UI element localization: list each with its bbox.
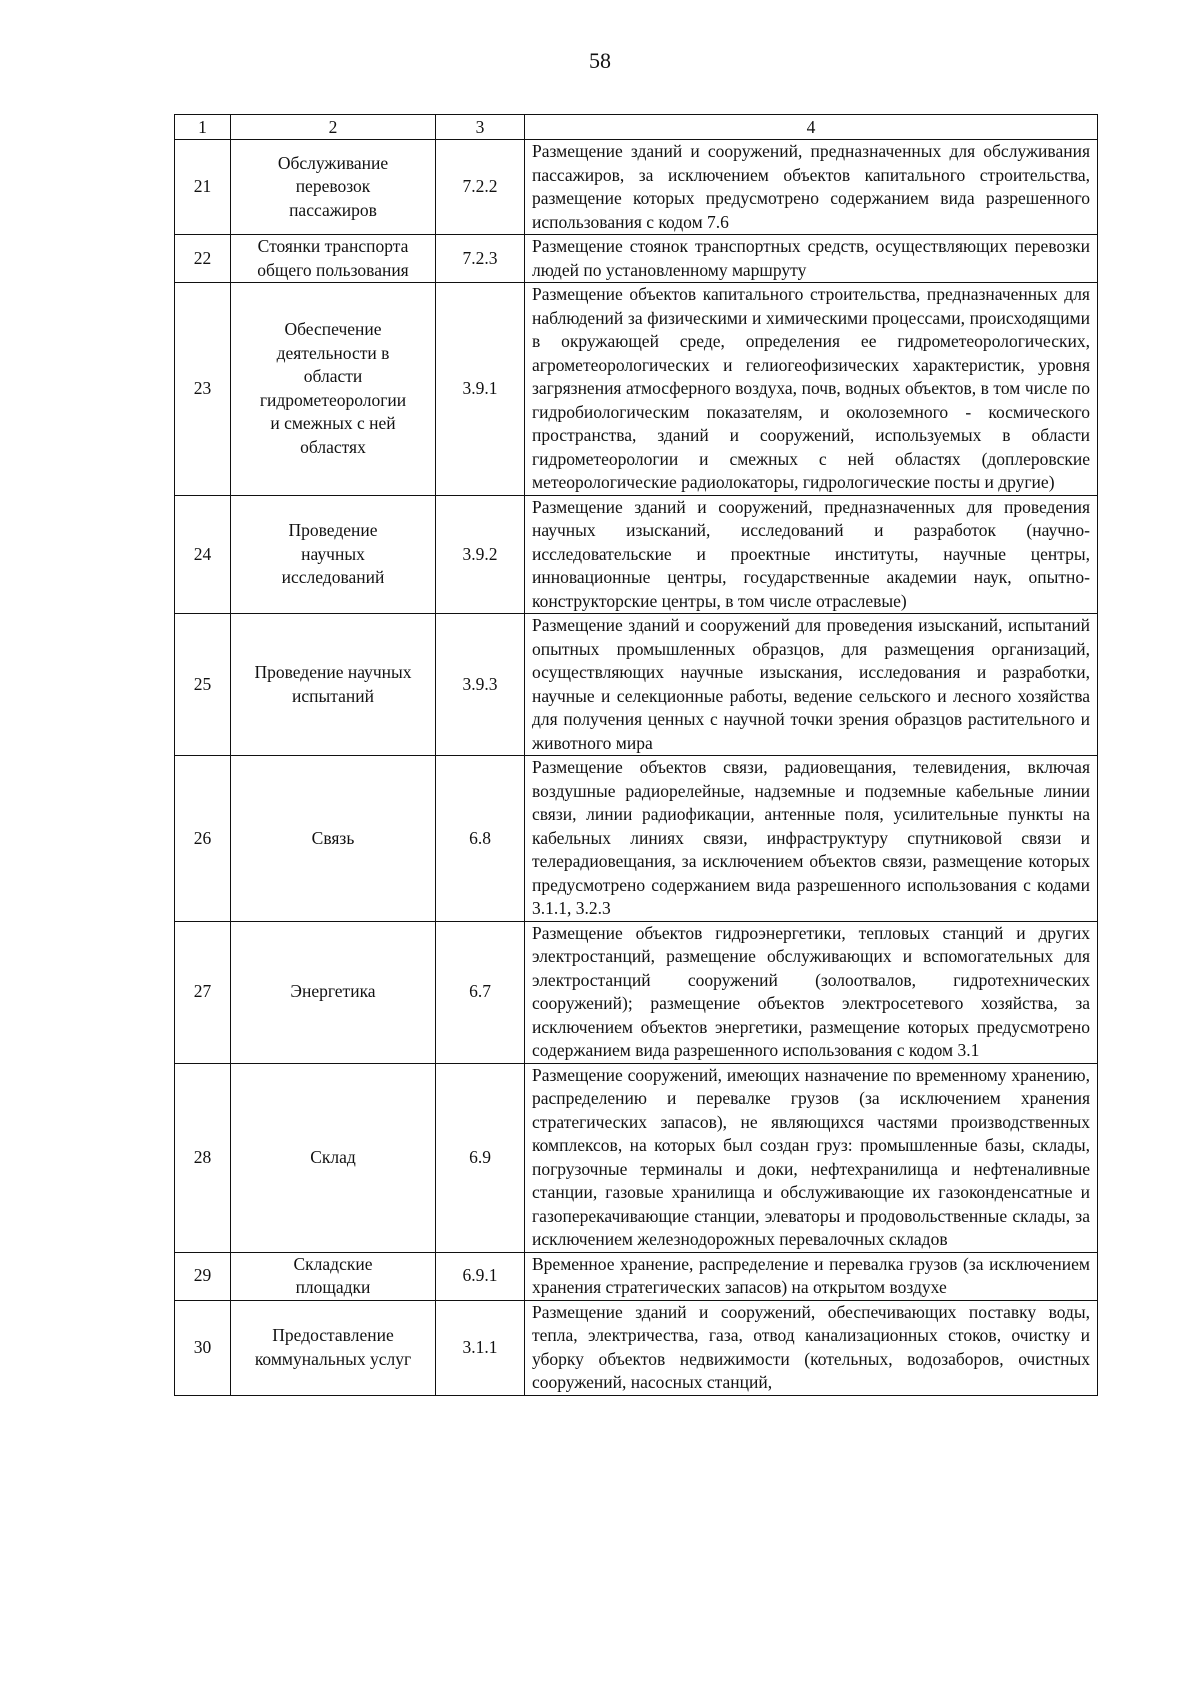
row-description: Размещение объектов гидроэнергетики, тепловых станций и других электростанций, размещение обслуживающих и вспомогательных для электростанций сооружений (золоотвалов, гидротехнических сооружений); размещение объектов электросетевого хозяйства, за исключением объектов энергетики, размещение которых предусмотрено содержанием вида разрешенного использования с кодом 3.1 — [525, 921, 1098, 1063]
row-description: Размещение стоянок транспортных средств, осуществляющих перевозки людей по установленному маршруту — [525, 235, 1098, 283]
land-use-table — [174, 114, 1098, 1396]
row-number: 30 — [175, 1300, 231, 1395]
row-code: 3.9.3 — [436, 614, 525, 756]
row-name — [231, 495, 436, 614]
table-row — [175, 495, 1098, 614]
row-name-text: Связь — [311, 827, 355, 848]
row-code: 7.2.3 — [436, 235, 525, 283]
column-header: 2 — [231, 115, 436, 140]
row-name-text: Обеспечение деятельности в области гидрометеорологии и смежных с ней областях — [259, 319, 407, 457]
row-number: 24 — [175, 495, 231, 614]
row-description: Размещение объектов капитального строительства, предназначенных для наблюдений за физическими и химическими процессами, происходящими в окружающей среде, определения ее гидрометеорологических, агрометеорологических и гелиогеофизических характеристик, уровня загрязнения атмосферного воздуха, почв, водных объектов, в том числе по гидробиологическим показателям, и околоземного - космического пространства, зданий и сооружений, используемых в области гидрометеорологии и смежных с ней областях (доплеровские метеорологические радиолокаторы, гидрологические посты и другие) — [525, 283, 1098, 496]
table-row — [175, 283, 1098, 496]
row-description: Размещение сооружений, имеющих назначение по временному хранению, распределению и перевалке грузов (за исключением хранения стратегических запасов), не являющихся частями производственных комплексов, на которых был создан груз: промышленные базы, склады, погрузочные терминалы и доки, нефтехранилища и нефтеналивные станции, газовые хранилища и обслуживающие их газоконденсатные и газоперекачивающие станции, элеваторы и продовольственные склады, за исключением железнодорожных перевалочных складов — [525, 1063, 1098, 1252]
table-row — [175, 140, 1098, 235]
row-code: 6.9.1 — [436, 1252, 525, 1300]
column-header: 1 — [175, 115, 231, 140]
row-code: 3.9.2 — [436, 495, 525, 614]
row-number: 27 — [175, 921, 231, 1063]
row-name — [231, 140, 436, 235]
row-name-text: Проведение научных исследований — [281, 520, 385, 587]
row-name-text: Проведение научных испытаний — [254, 662, 412, 706]
row-code: 6.8 — [436, 756, 525, 922]
row-name — [231, 921, 436, 1063]
row-name-text: Складские площадки — [293, 1253, 373, 1297]
row-number: 28 — [175, 1063, 231, 1252]
table-row — [175, 235, 1098, 283]
row-name — [231, 614, 436, 756]
row-number: 25 — [175, 614, 231, 756]
row-description: Размещение зданий и сооружений, предназначенных для проведения научных изысканий, исследований и разработок (научно-исследовательские и проектные институты, научные центры, инновационные центры, государственные академии наук, опытно-конструкторские центры, в том числе отраслевые) — [525, 495, 1098, 614]
row-name — [231, 283, 436, 496]
table-row — [175, 1063, 1098, 1252]
table-row — [175, 1252, 1098, 1300]
table-row — [175, 1300, 1098, 1395]
row-code: 3.1.1 — [436, 1300, 525, 1395]
table-row — [175, 614, 1098, 756]
row-name-text: Энергетика — [290, 981, 376, 1002]
row-name — [231, 1063, 436, 1252]
table-row — [175, 756, 1098, 922]
row-name — [231, 756, 436, 922]
row-name-text: Стоянки транспорта общего пользования — [257, 236, 409, 280]
row-name-text: Склад — [310, 1146, 356, 1167]
row-description: Размещение зданий и сооружений для проведения изысканий, испытаний опытных промышленных образцов, для размещения организаций, осуществляющих научные изыскания, исследования и разработки, научные и селекционные работы, ведение сельского и лесного хозяйства для получения ценных с научной точки зрения образцов растительного и животного мира — [525, 614, 1098, 756]
table-header-row — [175, 115, 1098, 140]
row-name — [231, 235, 436, 283]
row-description: Размещение объектов связи, радиовещания, телевидения, включая воздушные радиорелейные, надземные и подземные кабельные линии связи, линии радиофикации, антенные поля, усилительные пункты на кабельных линиях связи, инфраструктуру спутниковой связи и телерадиовещания, за исключением объектов связи, размещение которых предусмотрено содержанием вида разрешенного использования с кодами 3.1.1, 3.2.3 — [525, 756, 1098, 922]
row-name-text: Предоставление коммунальных услуг — [254, 1325, 412, 1369]
row-description: Временное хранение, распределение и перевалка грузов (за исключением хранения стратегических запасов) на открытом воздухе — [525, 1252, 1098, 1300]
row-description: Размещение зданий и сооружений, обеспечивающих поставку воды, тепла, электричества, газа, отвод канализационных стоков, очистку и уборку объектов недвижимости (котельных, водозаборов, очистных сооружений, насосных станций, — [525, 1300, 1098, 1395]
row-code: 3.9.1 — [436, 283, 525, 496]
row-description: Размещение зданий и сооружений, предназначенных для обслуживания пассажиров, за исключением объектов капитального строительства, размещение которых предусмотрено содержанием вида разрешенного использования с кодом 7.6 — [525, 140, 1098, 235]
row-name — [231, 1300, 436, 1395]
row-number: 21 — [175, 140, 231, 235]
row-code: 6.7 — [436, 921, 525, 1063]
row-number: 22 — [175, 235, 231, 283]
page-number: 58 — [589, 48, 611, 73]
row-number: 29 — [175, 1252, 231, 1300]
row-name — [231, 1252, 436, 1300]
column-header: 4 — [525, 115, 1098, 140]
row-number: 26 — [175, 756, 231, 922]
column-header: 3 — [436, 115, 525, 140]
row-name-text: Обслуживание перевозок пассажиров — [277, 152, 389, 220]
table-row — [175, 921, 1098, 1063]
row-code: 7.2.2 — [436, 140, 525, 235]
row-code: 6.9 — [436, 1063, 525, 1252]
row-number: 23 — [175, 283, 231, 496]
